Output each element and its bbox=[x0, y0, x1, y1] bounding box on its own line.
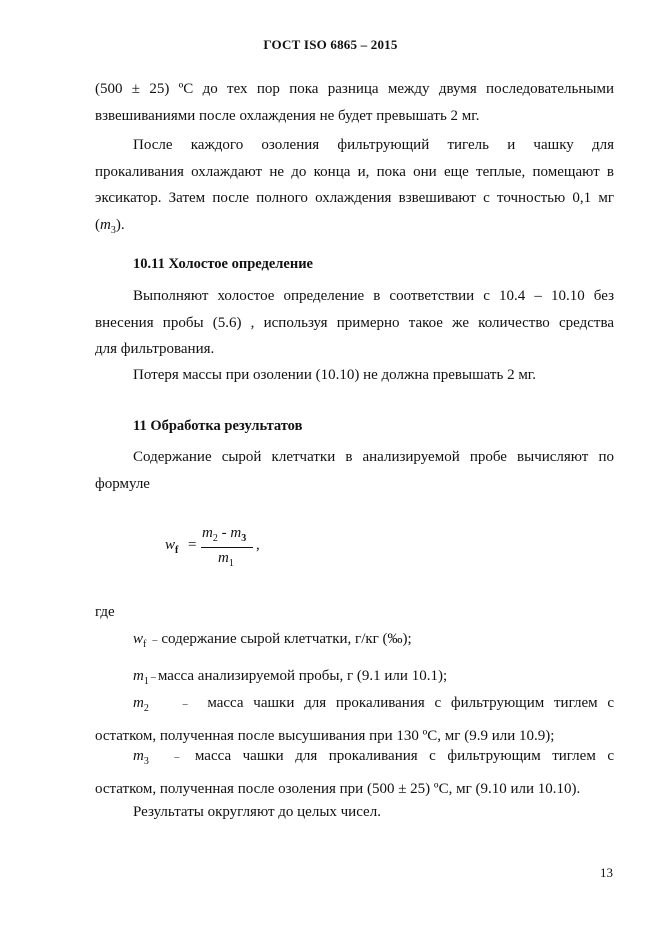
definition-m3-text: масса чашки для прокаливания с фильтрующим тиглем с bbox=[194, 748, 615, 764]
fraction-bar bbox=[201, 547, 253, 548]
definition-m3-line-1 bbox=[95, 743, 614, 776]
paragraph-3-line-2: внесения пробы (5.6) , используя примерно такое же количество средства bbox=[95, 314, 614, 331]
definition-m2-line-1 bbox=[95, 690, 614, 723]
paragraph-1-line-1: (500 ± 25) ºС до тех пор пока разница между двумя последовательными bbox=[95, 81, 614, 97]
definition-m2-line-2: остатком, полученная после высушивания при 130 ºС, мг (9.9 или 10.9); bbox=[95, 727, 555, 744]
paragraph-2-line-1: После каждого озоления фильтрующий тигель и чашку для bbox=[133, 137, 614, 153]
paragraph-2-line-3: эксикатор. Затем после полного охлаждения взвешивают с точностью 0,1 мг bbox=[95, 190, 614, 206]
formula-numerator bbox=[202, 525, 246, 544]
numerator-m3: m bbox=[230, 525, 242, 541]
definition-m1-text: масса анализируемой пробы, г (9.1 или 10.1); bbox=[157, 668, 448, 684]
definition-wf-dash: – bbox=[152, 635, 158, 646]
definition-m2 bbox=[95, 690, 614, 749]
definition-wf bbox=[95, 626, 614, 659]
denominator-m1-subscript: 1 bbox=[228, 558, 234, 569]
paragraph-2-line-2: прокаливания охлаждают не до конца и, пока они еще теплые, помещают в bbox=[95, 163, 614, 180]
definition-m2-var: m bbox=[133, 695, 144, 711]
definition-wf-subscript: f bbox=[143, 639, 147, 650]
paragraph-1-line-2: взвешиваниями после охлаждения не будет превышать 2 мг. bbox=[95, 107, 480, 124]
definition-m3-subscript: 3 bbox=[143, 756, 149, 767]
definition-m1-var: m bbox=[133, 668, 144, 684]
formula-lhs bbox=[165, 537, 178, 556]
definition-m1-subscript: 1 bbox=[143, 676, 149, 687]
where-label-block bbox=[95, 599, 614, 626]
numerator-m2: m bbox=[202, 525, 213, 541]
denominator-m1: m bbox=[218, 550, 229, 566]
formula-equals: = bbox=[188, 537, 197, 553]
definition-m3 bbox=[95, 743, 614, 802]
formula-lhs-subscript: f bbox=[175, 545, 179, 556]
paragraph-3 bbox=[95, 283, 614, 363]
paragraph-4 bbox=[95, 362, 614, 389]
definition-wf-line bbox=[95, 626, 614, 659]
paragraph-5-line-2: формуле bbox=[95, 475, 150, 492]
var-m-subscript: 3 bbox=[110, 224, 116, 236]
definition-m3-var: m bbox=[133, 748, 144, 764]
document-header: ГОСТ ISO 6865 – 2015 bbox=[263, 37, 398, 52]
where-label: где bbox=[95, 604, 115, 620]
paragraph-2 bbox=[95, 132, 614, 244]
paragraph-1 bbox=[95, 76, 614, 129]
section-heading-11: 11 Обработка результатов bbox=[133, 418, 303, 434]
definition-m3-dash: – bbox=[174, 752, 180, 763]
paragraph-3-line-3: для фильтрования. bbox=[95, 341, 215, 357]
definition-m2-dash: – bbox=[182, 699, 188, 710]
paren-open: ( bbox=[95, 216, 100, 233]
definition-wf-text: содержание сырой клетчатки, г/кг (‰); bbox=[161, 631, 412, 647]
definition-m2-subscript: 2 bbox=[143, 703, 149, 714]
final-paragraph-line: Результаты округляют до целых чисел. bbox=[133, 804, 381, 820]
paragraph-4-line: Потеря массы при озолении (10.10) не должна превышать 2 мг. bbox=[133, 367, 537, 383]
definition-m3-line-2: остатком, полученная после озоления при (500 ± 25) ºС, мг (9.10 или 10.10). bbox=[95, 780, 581, 797]
var-m: m bbox=[100, 216, 111, 233]
numerator-m2-subscript: 2 bbox=[212, 533, 218, 544]
formula-denominator bbox=[218, 550, 234, 569]
formula-comma: , bbox=[256, 537, 260, 553]
paragraph-5 bbox=[95, 444, 614, 497]
formula bbox=[165, 525, 285, 575]
paragraph-5-line-1: Содержание сырой клетчатки в анализируемой пробе вычисляют по bbox=[133, 449, 614, 465]
page-number: 13 bbox=[600, 865, 613, 880]
section-heading-10-11: 10.11 Холостое определение bbox=[133, 256, 313, 272]
definition-m1-dash: – bbox=[150, 672, 156, 683]
final-paragraph bbox=[95, 799, 614, 826]
definition-m2-text: масса чашки для прокаливания с фильтрующим тиглем с bbox=[207, 695, 614, 711]
paren-close: ). bbox=[115, 216, 125, 233]
paragraph-2-line-4 bbox=[95, 212, 614, 245]
numerator-m3-subscript: 3 bbox=[241, 533, 247, 544]
paragraph-3-line-1: Выполняют холостое определение в соответствии с 10.4 – 10.10 без bbox=[133, 288, 614, 304]
formula-lhs-var: w bbox=[165, 537, 176, 553]
definition-wf-var: w bbox=[133, 631, 144, 647]
numerator-minus: - bbox=[217, 525, 231, 541]
